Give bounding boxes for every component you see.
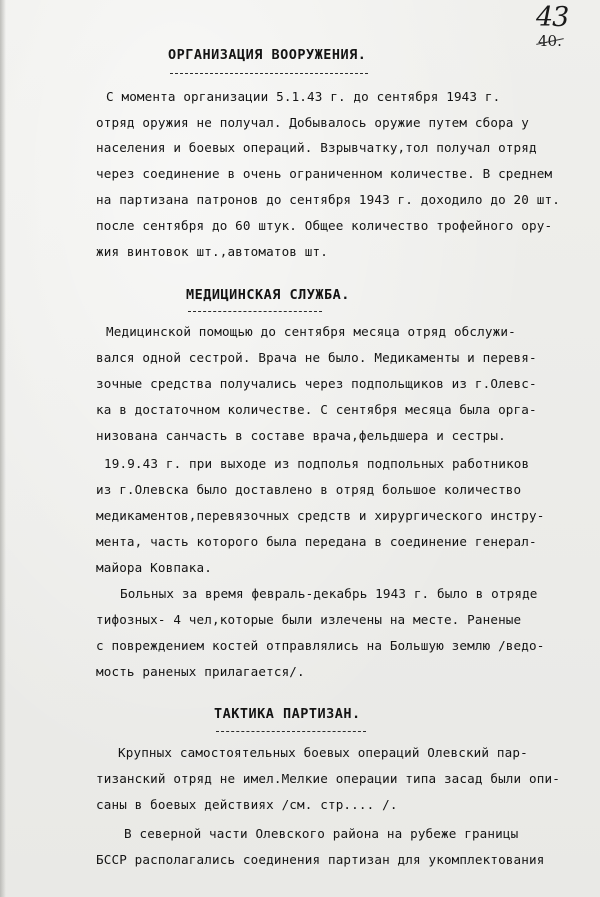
- text-line: Крупных самостоятельных боевых операций Олевский пар-: [118, 745, 528, 760]
- text-line: медикаментов,перевязочных средств и хирургического инстру-: [96, 508, 545, 523]
- text-line: ка в достаточном количестве. С сентября месяца была орга-: [96, 402, 537, 417]
- text-line: БССР располагались соединения партизан для укомплектования: [96, 852, 545, 867]
- text-line: С момента организации 5.1.43 г. до сентября 1943 г.: [106, 89, 501, 104]
- text-line: тизанский отряд не имел.Мелкие операции типа засад были опи-: [96, 771, 560, 786]
- text-line: майора Ковпака.: [96, 560, 212, 575]
- text-line: зочные средства получались через подпольщиков из г.Олевс-: [96, 376, 537, 391]
- text-line: на партизана патронов до сентября 1943 г. доходило до 20 шт.: [96, 192, 560, 207]
- text-line: населения и боевых операций. Взрывчатку,тол получал отряд: [96, 140, 537, 155]
- text-line: Больных за время февраль-декабрь 1943 г. было в отряде: [120, 586, 538, 601]
- heading-underline: [188, 311, 322, 312]
- heading-underline: [216, 731, 366, 732]
- text-line: вался одной сестрой. Врача не было. Медикаменты и перевя-: [96, 350, 537, 365]
- text-line: саны в боевых действиях /см. стр.... /.: [96, 797, 398, 812]
- handwritten-page-number: 43: [536, 2, 569, 33]
- heading-underline: [170, 73, 368, 74]
- page-edge-shadow: [0, 0, 6, 897]
- text-line: В северной части Олевского района на рубеже границы: [124, 826, 519, 841]
- text-line: 19.9.43 г. при выходе из подполья подпольных работников: [104, 456, 530, 471]
- text-line: низована санчасть в составе врача,фельдшера и сестры.: [96, 428, 506, 443]
- text-line: после сентября до 60 штук. Общее количество трофейного ору-: [96, 218, 553, 233]
- text-line: из г.Олевска было доставлено в отряд большое количество: [96, 482, 522, 497]
- text-line: тифозных- 4 чел,которые были излечены на месте. Раненые: [96, 612, 522, 627]
- text-line: с повреждением костей отправлялись на Большую землю /ведо-: [96, 638, 545, 653]
- section-heading-medical: МЕДИЦИНСКАЯ СЛУЖБА.: [186, 287, 350, 303]
- text-line: мость раненых прилагается/.: [96, 664, 305, 679]
- text-line: отряд оружия не получал. Добывалось оружие путем сбора у: [96, 115, 529, 130]
- typed-page-number: 40.: [538, 32, 562, 50]
- section-heading-armament: ОРГАНИЗАЦИЯ ВООРУЖЕНИЯ.: [168, 47, 367, 63]
- text-line: мента, часть которого была передана в соединение генерал-: [96, 534, 537, 549]
- text-line: жия винтовок шт.,автоматов шт.: [96, 244, 328, 259]
- section-heading-tactics: ТАКТИКА ПАРТИЗАН.: [214, 706, 361, 722]
- text-line: через соединение в очень ограниченном количестве. В среднем: [96, 166, 553, 181]
- text-line: Медицинской помощью до сентября месяца отряд обслужи-: [106, 324, 516, 339]
